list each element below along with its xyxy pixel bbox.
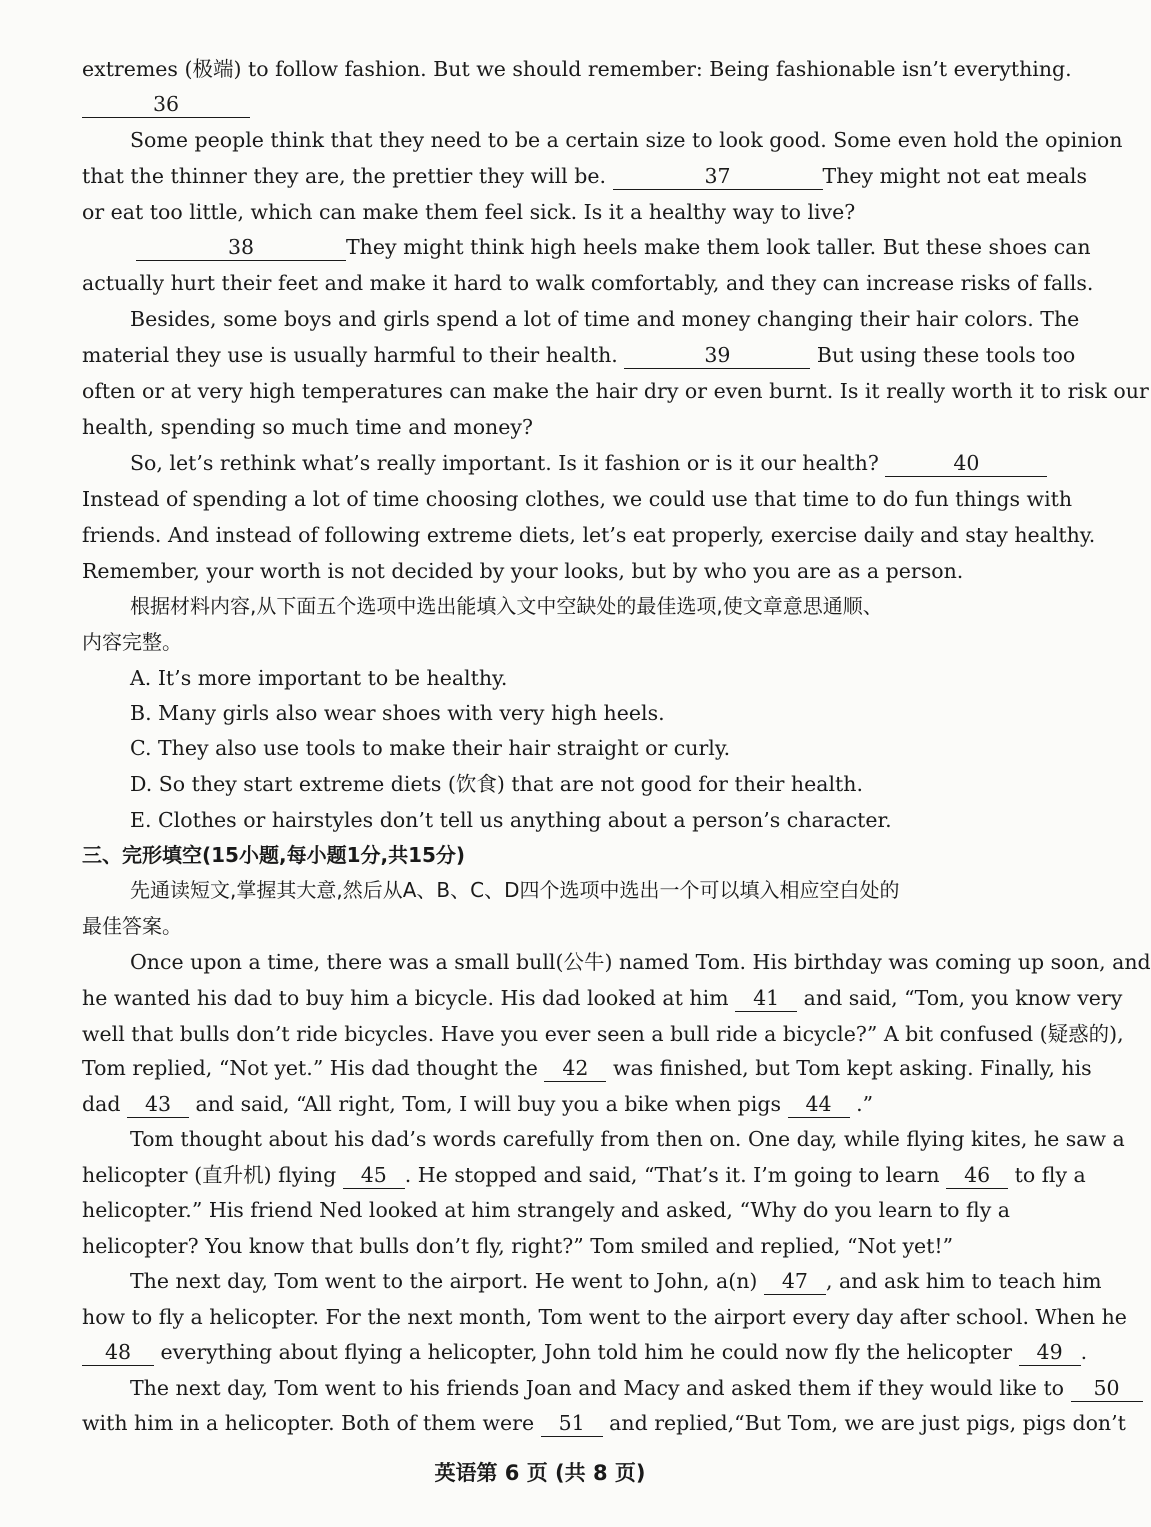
instruction-line: 最佳答案。 — [82, 914, 182, 938]
text-segment: . — [1080, 1340, 1088, 1364]
text-segment: They might not eat meals — [822, 164, 1088, 188]
text-segment: and replied,“But Tom, we are just pigs, pigs don’t — [609, 1411, 1126, 1435]
text-line: Tom thought about his dad’s words carefully from then on. One day, while flying kites, he saw a — [130, 1127, 1125, 1151]
text-line — [136, 232, 1091, 262]
text-line — [130, 448, 1008, 478]
text-segment: helicopter (直升机) flying — [82, 1163, 337, 1187]
text-segment: he wanted his dad to buy him a bicycle. His dad looked at him — [82, 986, 729, 1010]
blank-42[interactable]: 42 — [544, 1055, 606, 1082]
blank-44[interactable]: 44 — [788, 1091, 850, 1118]
text-line — [130, 1373, 1120, 1403]
blank-39[interactable]: 39 — [624, 342, 810, 369]
text-line — [82, 340, 1076, 370]
blank-38[interactable]: 38 — [136, 234, 346, 261]
text-line — [82, 1337, 1088, 1367]
text-segment: everything about flying a helicopter, John told him he could now fly the helicopter — [160, 1340, 1013, 1364]
text-segment: with him in a helicopter. Both of them were — [82, 1411, 535, 1435]
blank-41[interactable]: 41 — [735, 985, 797, 1012]
instruction-line: 根据材料内容,从下面五个选项中选出能填入文中空缺处的最佳选项,使文章意思通顺、 — [130, 594, 883, 618]
text-line: Besides, some boys and girls spend a lot of time and money changing their hair colors. The — [130, 307, 1080, 331]
text-line: helicopter.” His friend Ned looked at him strangely and asked, “Why do you learn to fly a — [82, 1198, 1011, 1222]
text-line — [82, 1408, 1126, 1438]
instruction-line: 内容完整。 — [82, 630, 182, 654]
blank-36[interactable]: 36 — [82, 91, 250, 118]
option-a: A. It’s more important to be healthy. — [130, 666, 508, 690]
blank-51[interactable]: 51 — [541, 1410, 603, 1437]
option-d: D. So they start extreme diets (饮食) that are not good for their health. — [130, 772, 863, 796]
blank-46[interactable]: 46 — [946, 1162, 1008, 1189]
text-line: health, spending so much time and money? — [82, 415, 533, 439]
text-line — [82, 1089, 1008, 1119]
text-segment: that the thinner they are, the prettier they will be. — [82, 164, 607, 188]
text-line: often or at very high temperatures can make the hair dry or even burnt. Is it really worth it to risk our — [82, 379, 1149, 403]
blank-48[interactable]: 48 — [82, 1339, 154, 1366]
text-line: Remember, your worth is not decided by your looks, but by who you are as a person. — [82, 559, 964, 583]
text-line: extremes (极端) to follow fashion. But we should remember: Being fashionable isn’t everything. — [82, 57, 1072, 81]
option-c: C. They also use tools to make their hair straight or curly. — [130, 736, 731, 760]
text-line: helicopter? You know that bulls don’t fly, right?” Tom smiled and replied, “Not yet!” — [82, 1234, 954, 1258]
blank-47[interactable]: 47 — [764, 1268, 826, 1295]
text-segment: and said, “Tom, you know very — [803, 986, 1123, 1010]
text-line: or eat too little, which can make them feel sick. Is it a healthy way to live? — [82, 200, 856, 224]
blank-45[interactable]: 45 — [343, 1162, 405, 1189]
text-line: Instead of spending a lot of time choosing clothes, we could use that time to do fun things with — [82, 487, 1073, 511]
text-segment: But using these tools too — [816, 343, 1076, 367]
text-segment: The next day, Tom went to the airport. He went to John, a(n) — [130, 1269, 758, 1293]
answer-line — [82, 89, 1008, 119]
text-line: actually hurt their feet and make it hard to walk comfortably, and they can increase risks of falls. — [82, 271, 1094, 295]
text-segment: to fly a — [1014, 1163, 1086, 1187]
text-line: Once upon a time, there was a small bull(公牛) named Tom. His birthday was coming up soon, and — [130, 950, 1151, 974]
text-line — [82, 983, 1123, 1013]
text-segment: material they use is usually harmful to their health. — [82, 343, 618, 367]
instruction-line: 先通读短文,掌握其大意,然后从A、B、C、D四个选项中选出一个可以填入相应空白处的 — [130, 878, 900, 902]
option-e: E. Clothes or hairstyles don’t tell us anything about a person’s character. — [130, 808, 892, 832]
text-segment: . He stopped and said, “That’s it. I’m going to learn — [404, 1163, 940, 1187]
blank-40[interactable]: 40 — [885, 450, 1047, 477]
blank-43[interactable]: 43 — [127, 1091, 189, 1118]
text-line — [82, 1160, 1086, 1190]
text-segment: So, let’s rethink what’s really important. Is it fashion or is it our health? — [130, 451, 879, 475]
text-line: friends. And instead of following extreme diets, let’s eat properly, exercise daily and stay healthy. — [82, 523, 1096, 547]
text-segment: and said, “All right, Tom, I will buy you a bike when pigs — [195, 1092, 781, 1116]
text-line: Some people think that they need to be a certain size to look good. Some even hold the opinion — [130, 128, 1123, 152]
text-segment: Tom replied, “Not yet.” His dad thought the — [82, 1056, 538, 1080]
text-segment: They might think high heels make them look taller. But these shoes can — [346, 235, 1091, 259]
text-line — [82, 1053, 1092, 1083]
blank-37[interactable]: 37 — [613, 163, 823, 190]
blank-50[interactable]: 50 — [1071, 1375, 1143, 1402]
text-segment: The next day, Tom went to his friends Joan and Macy and asked them if they would like to — [130, 1376, 1065, 1400]
option-b: B. Many girls also wear shoes with very high heels. — [130, 701, 665, 725]
text-line — [130, 1266, 1102, 1296]
blank-49[interactable]: 49 — [1019, 1339, 1081, 1366]
text-line: well that bulls don’t ride bicycles. Have you ever seen a bull ride a bicycle?” A bit confused (疑惑的), — [82, 1022, 1124, 1046]
text-line: how to fly a helicopter. For the next month, Tom went to the airport every day after school. When he — [82, 1305, 1127, 1329]
text-segment: .” — [856, 1092, 874, 1116]
section-heading: 三、完形填空(15小题,每小题1分,共15分) — [82, 843, 466, 867]
text-segment: , and ask him to teach him — [825, 1269, 1102, 1293]
page-footer: 英语第 6 页 (共 8 页) — [434, 1461, 646, 1485]
text-segment: dad — [82, 1092, 121, 1116]
text-segment: was finished, but Tom kept asking. Finally, his — [612, 1056, 1092, 1080]
text-line — [82, 161, 1088, 191]
